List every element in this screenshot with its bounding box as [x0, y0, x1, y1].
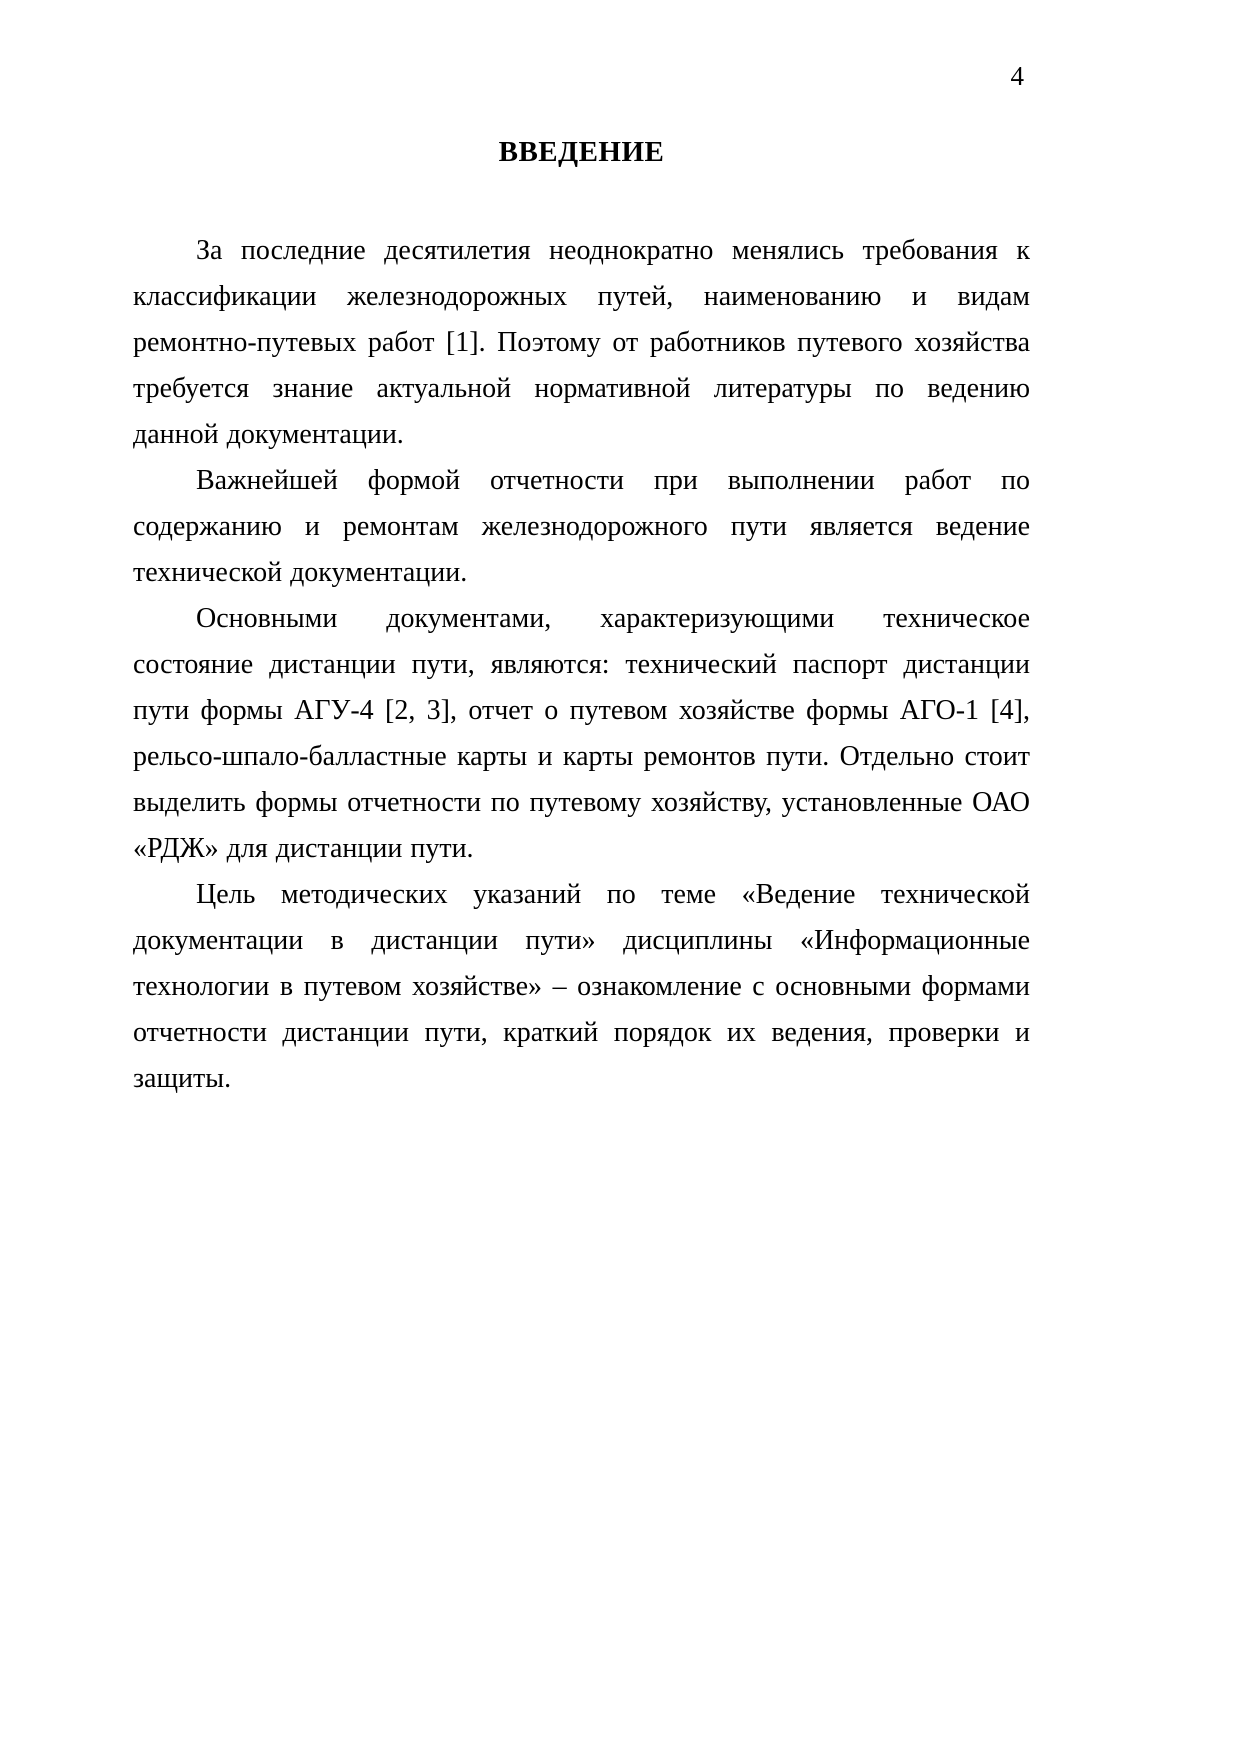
paragraph-4: Цель методических указаний по теме «Ведение технической документации в дистанции пути» дисциплины «Информационные технологии в путевом хозяйстве» – ознакомление с основными формами отчетности дистанции пути, краткий порядок их ведения, проверки и защиты. [133, 879, 1030, 1094]
paragraph-2: Важнейшей формой отчетности при выполнении работ по содержанию и ремонтам железнодорожного пути является ведение технической документации. [133, 465, 1030, 588]
page-content [133, 60, 1030, 1102]
page-number-value: 4 [1010, 61, 1024, 91]
page-number [133, 60, 1030, 92]
paragraph-1: За последние десятилетия неоднократно менялись требования к классификации железнодорожных путей, наименованию и видам ремонтно-путевых работ [1]. Поэтому от работников путевого хозяйства требуется знание актуальной нормативной литературы по ведению данной документации. [133, 235, 1030, 450]
section-heading: ВВЕДЕНИЕ [498, 136, 665, 168]
body-text [133, 228, 1030, 1102]
paragraph-3: Основными документами, характеризующими техническое состояние дистанции пути, являются: технический паспорт дистанции пути формы АГУ-4 [2, 3], отчет о путевом хозяйстве формы АГО-1 [4], рельсо-шпало-балластные карты и карты ремонтов пути. Отдельно стоит выделить формы отчетности по путевому хозяйству, установленные ОАО «РДЖ» для дистанции пути. [133, 603, 1030, 864]
